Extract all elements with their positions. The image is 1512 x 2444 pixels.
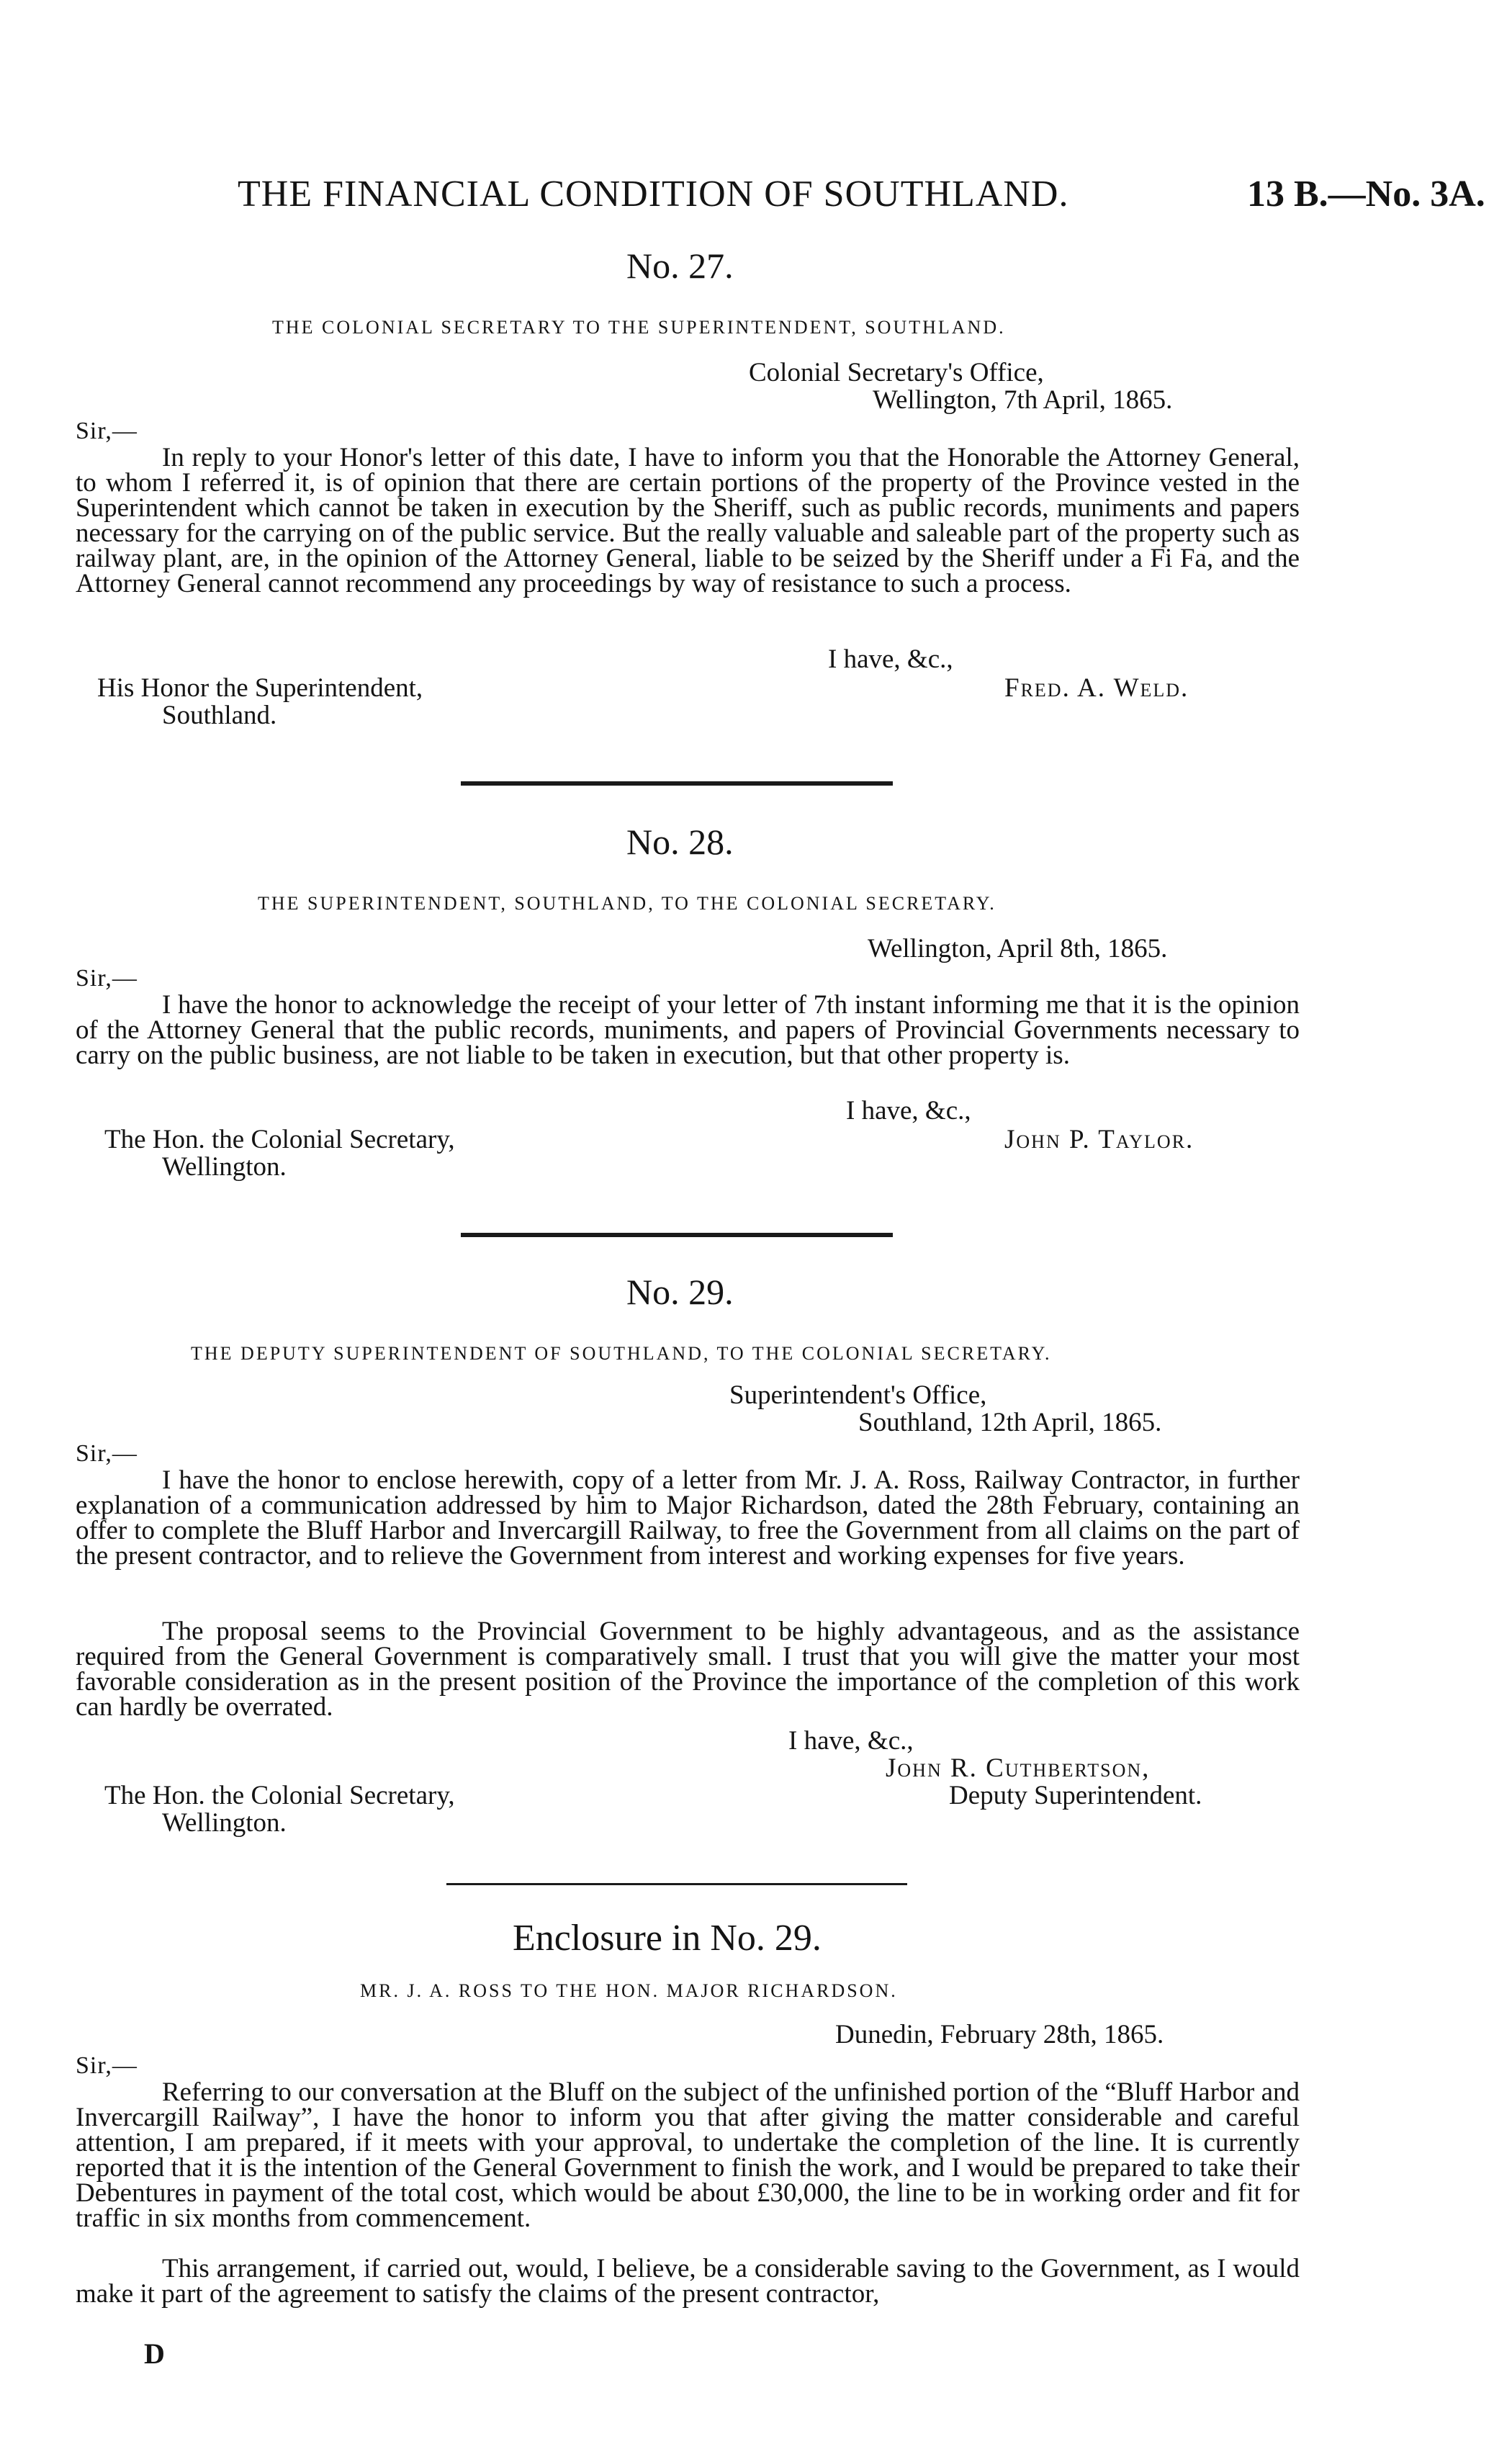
letter-27-signature: Fred. A. Weld. xyxy=(1004,673,1189,703)
letter-29-number: No. 29. xyxy=(626,1272,734,1312)
letter-29-recipient-line-1: The Hon. the Colonial Secretary, xyxy=(104,1781,455,1810)
letter-27-recipient-line-1: His Honor the Superintendent, xyxy=(97,673,423,703)
letter-29-recipient-line-2: Wellington. xyxy=(162,1808,287,1838)
letter-28-closing: I have, &c., xyxy=(846,1096,971,1126)
letter-29-address-line-2: Southland, 12th April, 1865. xyxy=(858,1408,1162,1437)
letter-27-subtitle: THE COLONIAL SECRETARY TO THE SUPERINTENDENT, SOUTHLAND. xyxy=(272,317,1006,338)
letter-28-recipient-line-2: Wellington. xyxy=(162,1152,287,1182)
letter-29-paragraph-1: I have the honor to enclose herewith, copy of a letter from Mr. J. A. Ross, Railway Contractor, in further explanation of a communication addressed by him to Major Richardson, dated the 28th February, containing an offer to complete the Bluff Harbor and Invercargill Railway, to free the Government from all claims on the part of the present contractor, and to relieve the Government from interest and working expenses for five years. xyxy=(76,1465,1300,1571)
enclosure-subtitle: MR. J. A. ROSS TO THE HON. MAJOR RICHARDSON. xyxy=(360,1980,898,2001)
section-divider xyxy=(461,1233,893,1237)
letter-27-closing: I have, &c., xyxy=(828,644,953,674)
letter-29-signature: John R. Cuthbertson, xyxy=(886,1753,1151,1783)
letter-29-subtitle: THE DEPUTY SUPERINTENDENT OF SOUTHLAND, TO THE COLONIAL SECRETARY. xyxy=(191,1343,1052,1364)
letter-27-salutation: Sir,— xyxy=(76,418,138,444)
page-header-title: THE FINANCIAL CONDITION OF SOUTHLAND. xyxy=(238,174,1069,215)
letter-29-closing: I have, &c., xyxy=(788,1726,914,1756)
enclosure-salutation: Sir,— xyxy=(76,2052,138,2079)
letter-27-number: No. 27. xyxy=(626,246,734,286)
letter-28-salutation: Sir,— xyxy=(76,965,138,992)
letter-27-address-line-1: Colonial Secretary's Office, xyxy=(749,358,1044,387)
letter-29-paragraph-2: The proposal seems to the Provincial Government to be highly advantageous, and as the assistance required from the General Government is comparatively small. I trust that you will give the matter your most favorable consideration as in the present position of the Province the importance of the completion of this work can hardly be overrated. xyxy=(76,1617,1300,1722)
letter-29-salutation: Sir,— xyxy=(76,1440,138,1467)
letter-27-address-line-2: Wellington, 7th April, 1865. xyxy=(873,385,1173,415)
letter-27-recipient-line-2: Southland. xyxy=(162,701,277,730)
enclosure-address-line-1: Dunedin, February 28th, 1865. xyxy=(835,2020,1164,2049)
page-reference: 13 B.—No. 3A. xyxy=(1247,174,1485,215)
signature-mark: D xyxy=(144,2337,165,2370)
letter-28-address-line-1: Wellington, April 8th, 1865. xyxy=(868,934,1168,963)
letter-28-subtitle: THE SUPERINTENDENT, SOUTHLAND, TO THE COLONIAL SECRETARY. xyxy=(258,893,996,914)
letter-28-recipient-line-1: The Hon. the Colonial Secretary, xyxy=(104,1125,455,1154)
letter-27-paragraph: In reply to your Honor's letter of this date, I have to inform you that the Honorable the Attorney General, to whom I referred it, is of opinion that there are certain portions of the property of the Province vested in the Superintendent which cannot be taken in execution by the Sheriff, such as public records, muniments and papers necessary for the carrying on of the public service. But the really valuable and saleable part of the property such as railway plant, are, in the opinion of the Attorney General, liable to be seized by the Sheriff under a Fi Fa, and the Attorney General cannot recommend any proceedings by way of resistance to such a process. xyxy=(76,443,1300,598)
enclosure-divider xyxy=(446,1883,907,1885)
enclosure-paragraph-1: Referring to our conversation at the Bluff on the subject of the unfinished portion of the “Bluff Harbor and Invercargill Railway”, I have the honor to inform you that after giving the matter considerable and careful attention, I am prepared, if it meets with your approval, to undertake the completion of the line. It is currently reported that it is the intention of the General Government to finish the work, and I would be prepared to take their Debentures in payment of the total cost, which would be about £30,000, the line to be in working order and fit for traffic in six months from commencement. xyxy=(76,2077,1300,2233)
section-divider xyxy=(461,781,893,786)
enclosure-paragraph-2: This arrangement, if carried out, would, I believe, be a considerable saving to the Government, as I would make it part of the agreement to satisfy the claims of the present contractor, xyxy=(76,2254,1300,2309)
letter-29-signature-title: Deputy Superintendent. xyxy=(949,1781,1202,1810)
letter-28-signature: John P. Taylor. xyxy=(1004,1125,1194,1154)
letter-29-address-line-1: Superintendent's Office, xyxy=(729,1380,987,1410)
letter-28-paragraph: I have the honor to acknowledge the receipt of your letter of 7th instant informing me that it is the opinion of the Attorney General that the public records, muniments, and papers of Provincial Governments necessary to carry on the public business, are not liable to be taken in execution, but that other property is. xyxy=(76,990,1300,1070)
letter-28-number: No. 28. xyxy=(626,822,734,862)
enclosure-heading: Enclosure in No. 29. xyxy=(513,1918,822,1959)
